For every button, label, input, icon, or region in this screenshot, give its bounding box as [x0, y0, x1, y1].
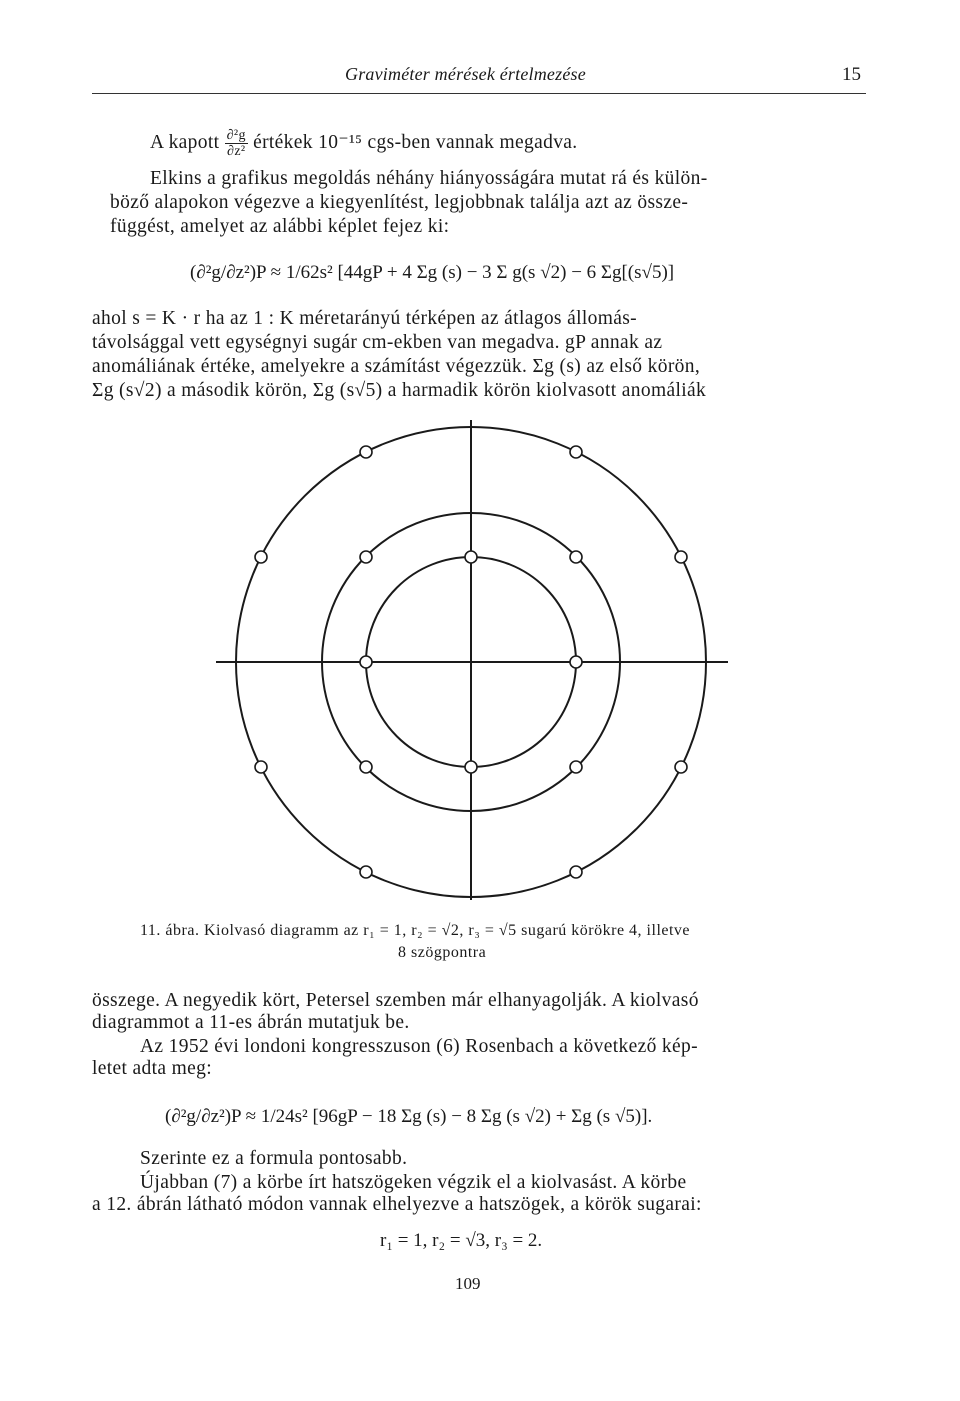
paragraph-3-line-3: anomáliának értéke, amelyekre a számítást végezzük. Σg (s) az első körön, — [92, 356, 701, 377]
paragraph-5-line-2: letet adta meg: — [92, 1058, 213, 1079]
point-middle-se — [570, 761, 582, 773]
paragraph-1-post: értékek 10⁻¹⁵ cgs-ben vannak megadva. — [253, 131, 578, 153]
derivative-numerator: ∂²g — [226, 128, 246, 143]
paragraph-5-line-1: Az 1952 évi londoni kongresszuson (6) Rosenbach a következő kép- — [140, 1036, 698, 1057]
reading-diagram-figure — [200, 412, 740, 912]
point-outer-7 — [570, 866, 582, 878]
formula-radii: r₁ = 1, r₂ = √3, r₃ = 2. — [380, 1230, 543, 1251]
paragraph-3-line-1: ahol s = K · r ha az 1 : K méretarányú térképen az átlagos állomás- — [92, 308, 638, 329]
point-outer-5 — [255, 761, 267, 773]
point-inner-right — [570, 656, 582, 668]
paragraph-3-line-2: távolsággal vett egységnyi sugár cm-ekben van megadva. gP annak az — [92, 332, 663, 353]
paragraph-2-line-2: böző alapokon végezve a kiegyenlítést, legjobbnak találja azt az össze- — [110, 192, 689, 213]
derivative-denominator: ∂z² — [227, 144, 246, 159]
paragraph-1-pre: A kapott — [150, 131, 220, 153]
paragraph-4-line-1: összege. A negyedik kört, Petersel szemben már elhanyagolják. A kiolvasó — [92, 990, 699, 1011]
paragraph-2-line-1: Elkins a grafikus megoldás néhány hiányosságára mutat rá és külön- — [150, 168, 708, 189]
derivative-fraction — [225, 128, 248, 159]
figure-caption-line-2: 8 szögpontra — [398, 944, 487, 961]
point-middle-ne — [570, 551, 582, 563]
formula-elkins: (∂²g/∂z²)P ≈ 1/62s² [44gP + 4 Σg (s) − 3 Σ g(s √2) − 6 Σg[(s√5)] — [190, 262, 675, 283]
paragraph-3-line-4: Σg (s√2) a második körön, Σg (s√5) a harmadik körön kiolvasott anomáliák — [92, 380, 707, 401]
footer-page-number: 109 — [455, 1274, 481, 1293]
point-outer-3 — [360, 446, 372, 458]
point-middle-nw — [360, 551, 372, 563]
paragraph-6-line-1: Szerinte ez a formula pontosabb. — [140, 1148, 408, 1169]
point-middle-sw — [360, 761, 372, 773]
paragraph-4-line-2: diagrammot a 11-es ábrán mutatjuk be. — [92, 1012, 410, 1033]
point-outer-4 — [255, 551, 267, 563]
paragraph-7-line-2: a 12. ábrán látható módon vannak elhelyezve a hatszögek, a körök sugarai: — [92, 1194, 702, 1215]
running-header-page-number: 15 — [842, 64, 861, 85]
formula-rosenbach: (∂²g/∂z²)P ≈ 1/24s² [96gP − 18 Σg (s) − 8 Σg (s √2) + Σg (s √5)]. — [165, 1106, 653, 1127]
figure-caption-line-1: 11. ábra. Kiolvasó diagramm az r₁ = 1, r₂ = √2, r₃ = √5 sugarú körökre 4, illetve — [140, 922, 691, 939]
header-rule — [92, 93, 866, 94]
point-outer-6 — [360, 866, 372, 878]
running-header-title: Graviméter mérések értelmezése — [345, 64, 586, 84]
point-inner-top — [465, 551, 477, 563]
paragraph-7-line-1: Újabban (7) a körbe írt hatszögeken végzik el a kiolvasást. A körbe — [140, 1172, 687, 1193]
point-outer-1 — [675, 551, 687, 563]
point-outer-8 — [675, 761, 687, 773]
point-inner-bottom — [465, 761, 477, 773]
point-inner-left — [360, 656, 372, 668]
point-outer-2 — [570, 446, 582, 458]
paragraph-2-line-3: függést, amelyet az alábbi képlet fejez ki: — [110, 216, 450, 237]
paragraph-1-line — [150, 128, 578, 159]
